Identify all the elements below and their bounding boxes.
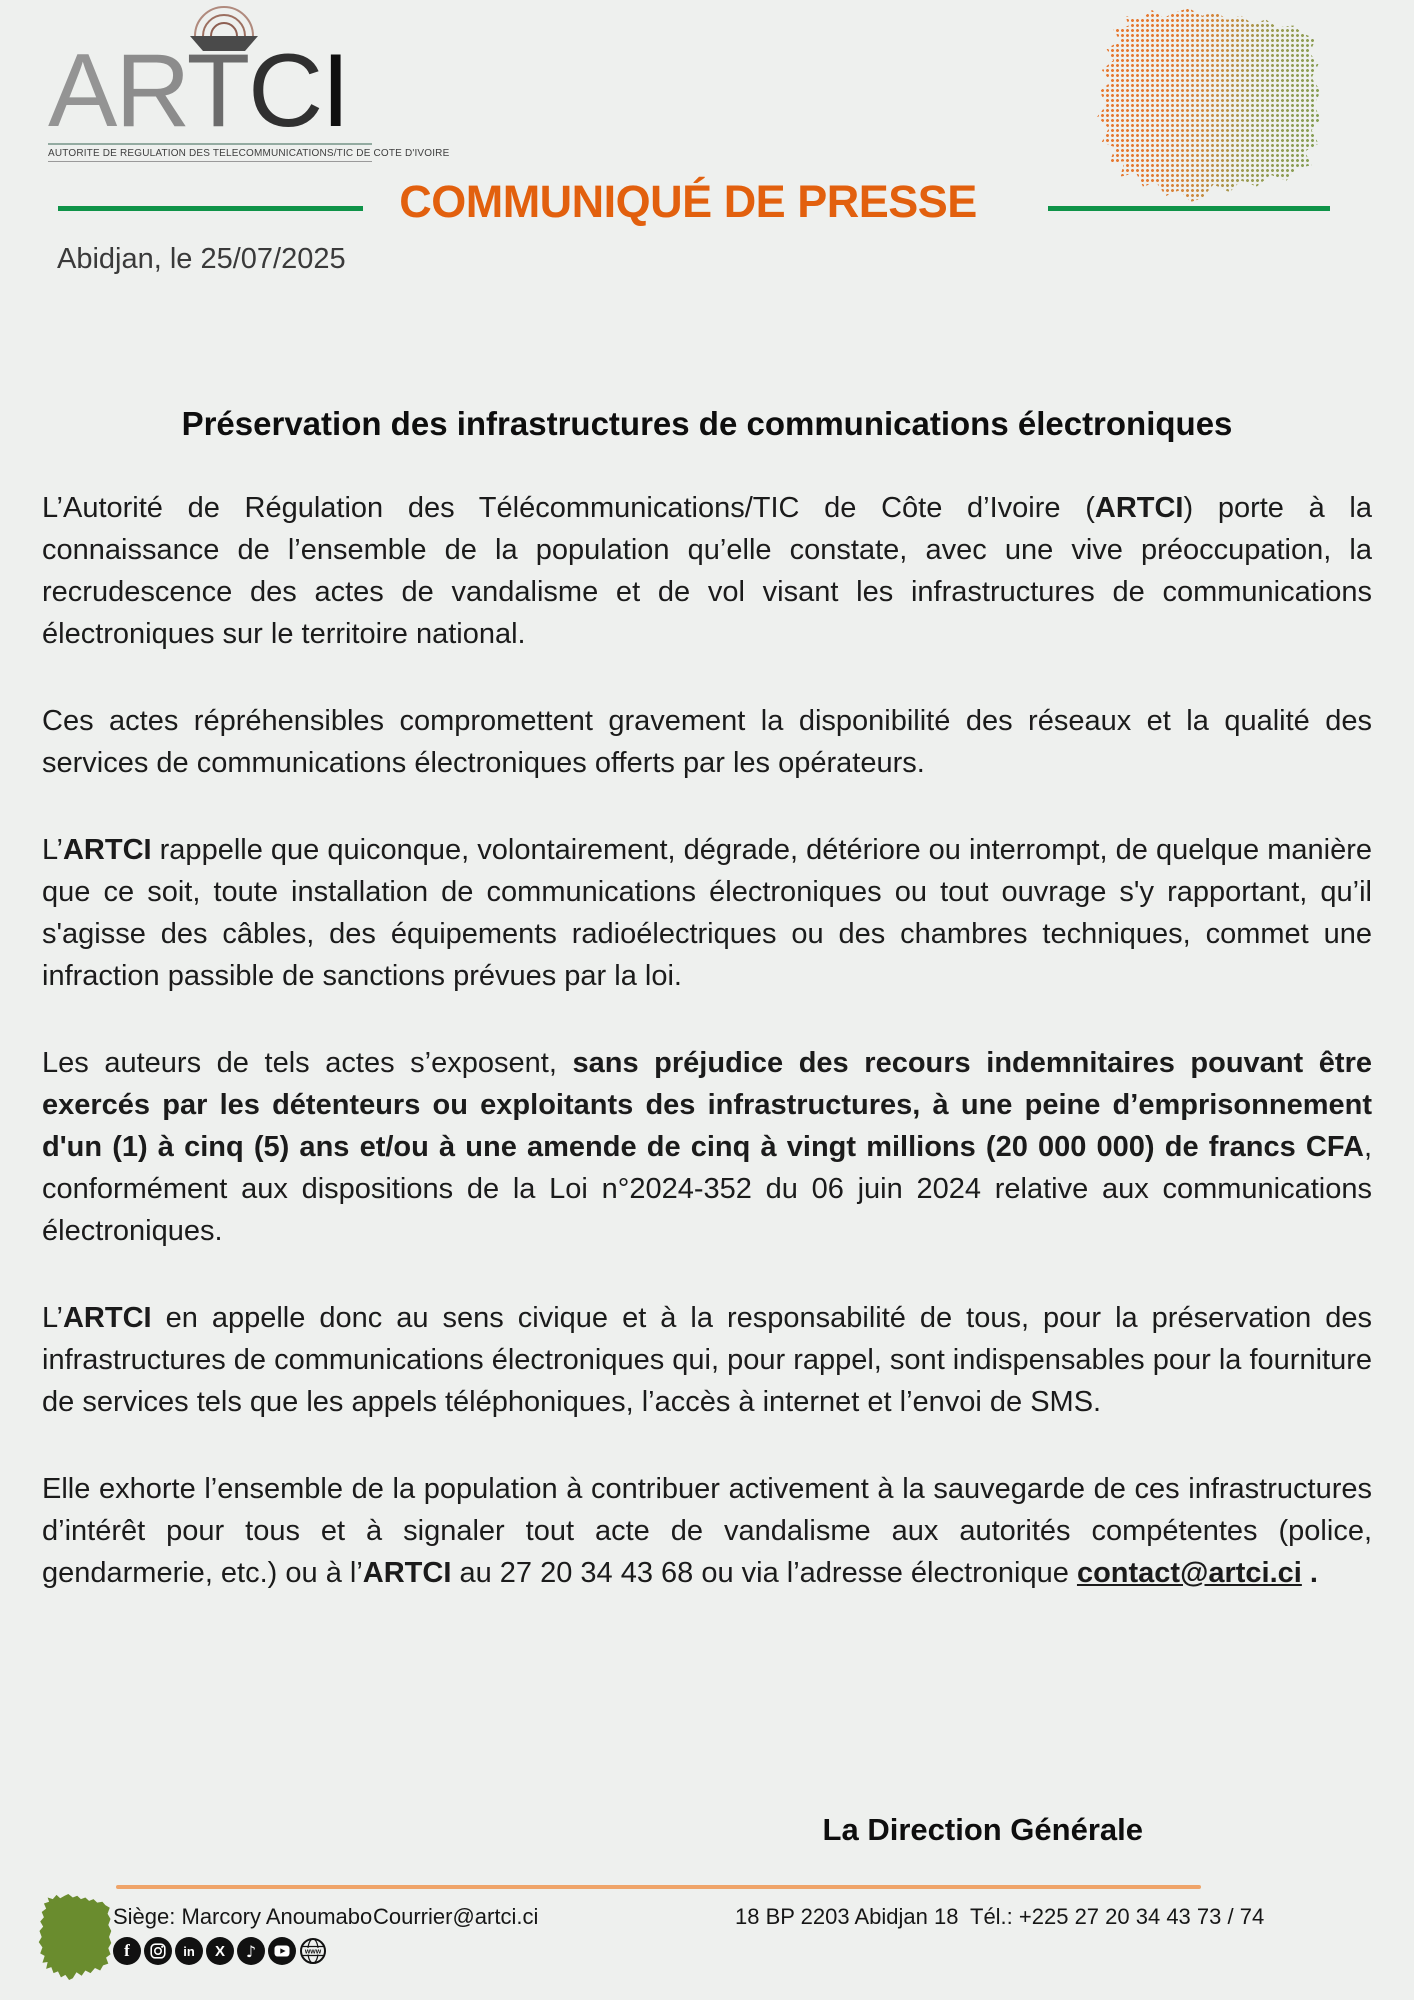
facebook-icon[interactable] xyxy=(113,1937,141,1965)
youtube-icon[interactable] xyxy=(268,1937,296,1965)
tiktok-icon[interactable] xyxy=(237,1937,265,1965)
footer-email: Courrier@artci.ci xyxy=(373,1904,539,1929)
tiktok-glyph: ♪ xyxy=(245,1941,257,1961)
green-rule-right xyxy=(1048,206,1330,211)
artci-logo xyxy=(48,0,450,162)
facebook-glyph: f xyxy=(124,1941,130,1960)
cote-divoire-dotted-map xyxy=(1095,8,1323,202)
footer-po-box: 18 BP 2203 Abidjan 18 xyxy=(735,1904,959,1929)
document-title: Préservation des infrastructures de communications électroniques xyxy=(181,405,1233,443)
paragraph-4: Les auteurs de tels actes s’exposent, sans préjudice des recours indemnitaires pouvant être exercés par les détenteurs ou exploitants des infrastructures, à une peine d’emprisonnement d'un (1) à cinq (5) ans et/ou à une amende de cinq à vingt millions (20 000 000) de francs CFA, conformément aux dispositions de la Loi n°2024-352 du 06 juin 2024 relative aux communications électroniques. xyxy=(42,1047,1372,1247)
social-icons-row xyxy=(113,1937,327,1965)
paragraph-2: Ces actes répréhensibles compromettent gravement la disponibilité des réseaux et la qualité des services de communications électroniques offerts par les opérateurs. xyxy=(42,705,1372,779)
green-rule-left xyxy=(58,206,363,211)
youtube-glyph xyxy=(268,1937,296,1965)
press-release-heading: COMMUNIQUÉ DE PRESSE xyxy=(399,176,977,227)
svg-text:www: www xyxy=(304,1948,322,1956)
www-globe-glyph xyxy=(299,1937,327,1965)
logo-caption: AUTORITE DE REGULATION DES TELECOMMUNICATIONS/TIC DE COTE D'IVOIRE xyxy=(48,143,372,162)
document-body xyxy=(42,487,1372,1639)
signature: La Direction Générale xyxy=(822,1812,1143,1847)
www-globe-icon[interactable] xyxy=(299,1937,327,1965)
linkedin-icon[interactable] xyxy=(175,1937,203,1965)
instagram-icon[interactable] xyxy=(144,1937,172,1965)
paragraph-6: Elle exhorte l’ensemble de la population à contribuer activement à la sauvegarde de ces infrastructures d’intérêt pour tous et à signaler tout acte de vandalisme aux autorités compétentes (police, gendarmerie, etc.) ou à l’ARTCI au 27 20 34 43 68 ou via l’adresse électronique contact@artci.ci . xyxy=(42,1473,1372,1589)
paragraph-3: L’ARTCI rappelle que quiconque, volontairement, dégrade, détériore ou interrompt, de quelque manière que ce soit, toute installation de communications électroniques ou tout ouvrage s'y rapportant, qu’il s'agisse des câbles, des équipements radioélectriques ou des chambres techniques, commet une infraction passible de sanctions prévues par la loi. xyxy=(42,834,1373,992)
x-glyph: X xyxy=(214,1942,225,1960)
artci-logo-letters: ARTCI xyxy=(48,33,349,140)
linkedin-glyph: in xyxy=(183,1943,195,1959)
footer-phone: Tél.: +225 27 20 34 43 73 / 74 xyxy=(970,1904,1265,1929)
paragraph-5: L’ARTCI en appelle donc au sens civique et à la responsabilité de tous, pour la préservation des infrastructures de communications électroniques qui, pour rappel, sont indispensables pour la fourniture de services tels que les appels téléphoniques, l’accès à internet et l’envoi de SMS. xyxy=(42,1302,1372,1418)
date-line: Abidjan, le 25/07/2025 xyxy=(57,243,346,275)
footer-orange-rule xyxy=(116,1885,1201,1889)
x-icon[interactable] xyxy=(206,1937,234,1965)
paragraph-1: L’Autorité de Régulation des Télécommunications/TIC de Côte d’Ivoire (ARTCI) porte à la connaissance de l’ensemble de la population qu’elle constate, avec une vive préoccupation, la recrudescence des actes de vandalisme et de vol visant les infrastructures de communications électroniques sur le territoire national. xyxy=(42,492,1372,650)
footer-cote-divoire-map xyxy=(38,1894,112,1980)
artci-logo-mark xyxy=(48,0,378,140)
instagram-glyph xyxy=(150,1943,166,1959)
footer-address: Siège: Marcory Anoumabo xyxy=(113,1904,373,1929)
